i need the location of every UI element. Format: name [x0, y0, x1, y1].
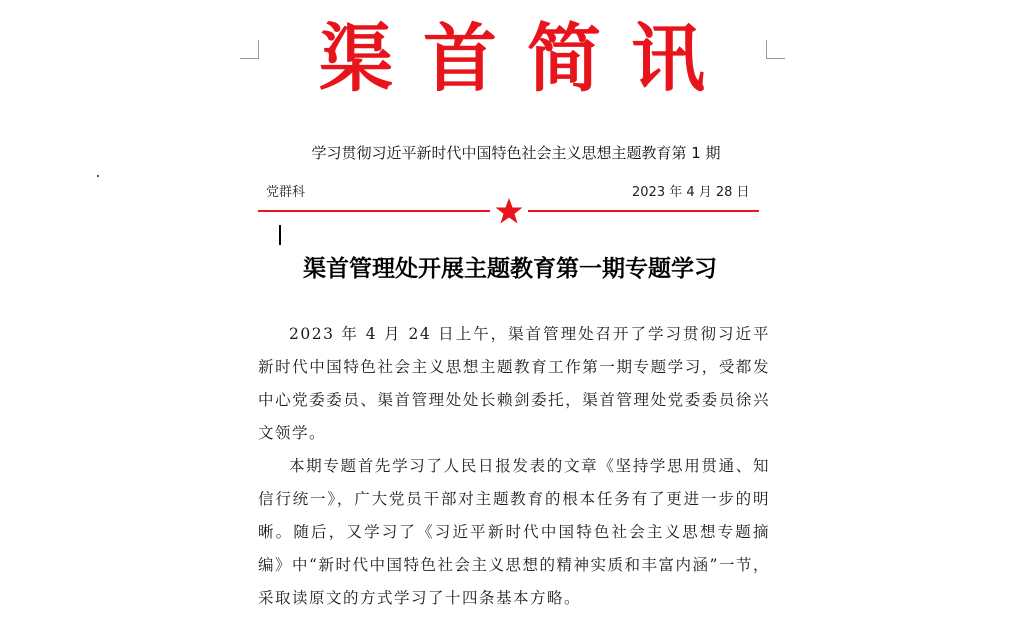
department-label: 党群科	[266, 185, 306, 200]
text-cursor	[279, 225, 281, 245]
margin-dot	[97, 175, 99, 177]
paragraph-1: 2023 年 4 月 24 日上午，渠首管理处召开了学习贯彻习近平新时代中国特色社会主义思想主题教育工作第一期专题学习，受都发中心党委委员、渠首管理处处长赖剑委托，渠首管理处党委委员徐兴文领学。	[258, 325, 770, 442]
masthead-title: 渠首简讯	[319, 16, 735, 102]
red-divider-left	[258, 210, 490, 212]
paragraph-2: 本期专题首先学习了人民日报发表的文章《坚持学思用贯通、知信行统一》，广大党员干部对主题教育的根本任务有了更进一步的明晰。随后，又学习了《习近平新时代中国特色社会主义思想专题摘编》中“新时代中国特色社会主义思想的精神实质和丰富内涵”一节，采取读原文的方式学习了十四条基本方略。	[258, 457, 770, 607]
article-headline[interactable]: 渠首管理处开展主题教育第一期专题学习	[303, 256, 717, 282]
red-star-icon	[494, 197, 524, 225]
red-divider-right	[528, 210, 759, 212]
issue-date: 2023 年 4 月 28 日	[632, 185, 750, 200]
issue-subtitle: 学习贯彻习近平新时代中国特色社会主义思想主题教育第 1 期	[311, 144, 721, 162]
article-body[interactable]	[258, 318, 770, 615]
